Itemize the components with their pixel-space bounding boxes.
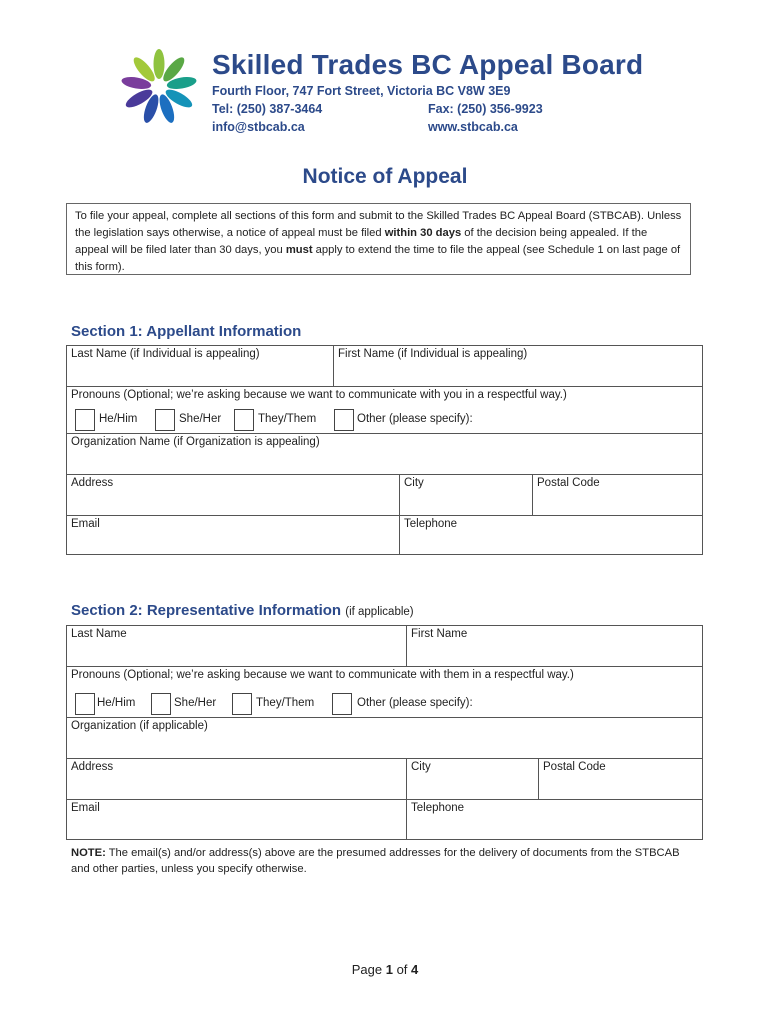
s1-last-name-label: Last Name (if Individual is appealing) <box>71 348 260 360</box>
s1-organization-label: Organization Name (if Organization is appealing) <box>71 436 320 448</box>
s1-postal-label: Postal Code <box>537 477 600 489</box>
s2-address-field[interactable] <box>66 758 407 800</box>
s1-checkbox-she-her[interactable] <box>155 409 175 431</box>
s2-checkbox-they-them[interactable] <box>232 693 252 715</box>
org-tel: Tel: (250) 387-3464 <box>212 102 323 116</box>
s1-telephone-field[interactable] <box>399 515 703 555</box>
s1-checkbox-he-him[interactable] <box>75 409 95 431</box>
s2-checkbox-he-him[interactable] <box>75 693 95 715</box>
s1-option-label: He/Him <box>99 413 138 425</box>
s2-telephone-field[interactable] <box>406 799 703 840</box>
note-text: The email(s) and/or address(s) above are the presumed addresses for the delivery of documents from the STBCAB and other parties, unless you specify otherwise. <box>71 847 680 875</box>
delivery-note <box>71 845 691 877</box>
org-fax: Fax: (250) 356-9923 <box>428 102 543 116</box>
page-title: Notice of Appeal <box>302 165 468 188</box>
s2-postal-field[interactable] <box>538 758 703 800</box>
s2-city-label: City <box>411 761 431 773</box>
s2-last-name-label: Last Name <box>71 628 127 640</box>
s2-telephone-label: Telephone <box>411 802 465 814</box>
org-address: Fourth Floor, 747 Fort Street, Victoria BC V8W 3E9 <box>212 84 511 98</box>
s2-checkbox-she-her[interactable] <box>151 693 171 715</box>
s2-address-label: Address <box>71 761 114 773</box>
org-name: Skilled Trades BC Appeal Board <box>212 49 644 80</box>
s1-organization-field[interactable] <box>66 433 703 475</box>
s1-option-label: Other (please specify): <box>357 413 473 425</box>
page-prefix: Page <box>351 962 386 977</box>
s1-city-label: City <box>404 477 424 489</box>
s2-pronouns-label: Pronouns (Optional; we’re asking because we want to communicate with them in a respectful way.) <box>71 669 574 681</box>
s2-organization-label: Organization (if applicable) <box>71 720 208 732</box>
s1-option-label: She/Her <box>179 413 222 425</box>
org-email[interactable]: info@stbcab.ca <box>212 120 305 134</box>
s1-checkbox-other[interactable] <box>334 409 354 431</box>
s2-option-label: Other (please specify): <box>357 697 473 709</box>
s1-address-label: Address <box>71 477 114 489</box>
page-number <box>0 962 770 977</box>
s1-address-field[interactable] <box>66 474 400 516</box>
s1-city-field[interactable] <box>399 474 533 516</box>
s2-email-label: Email <box>71 802 100 814</box>
page-current: 1 <box>385 962 393 977</box>
section2-title <box>71 602 414 619</box>
s2-option-label: She/Her <box>174 697 217 709</box>
s1-option-label: They/Them <box>258 413 317 425</box>
section2-subtitle: (if applicable) <box>345 606 414 618</box>
s2-checkbox-other[interactable] <box>332 693 352 715</box>
s2-option-label: He/Him <box>97 697 136 709</box>
intro-text: apply to extend the time to file the appeal (see Schedule 1 on last page of this form). <box>75 244 681 273</box>
page-total: 4 <box>411 962 419 977</box>
intro-text: of the decision being appealed. If the appeal will be filed later than 30 days, you <box>75 227 648 256</box>
s2-city-field[interactable] <box>406 758 539 800</box>
page-of: of <box>392 962 412 977</box>
logo-petal <box>154 49 165 79</box>
section2-title-text: Section 2: Representative Information <box>71 602 342 619</box>
s1-postal-field[interactable] <box>532 474 703 516</box>
stbcab-logo <box>118 42 200 132</box>
org-website[interactable]: www.stbcab.ca <box>428 120 518 134</box>
s2-email-field[interactable] <box>66 799 407 840</box>
s2-organization-field[interactable] <box>66 717 703 759</box>
intro-bold-deadline: within 30 days <box>384 227 462 239</box>
intro-box <box>66 203 691 275</box>
s1-checkbox-they-them[interactable] <box>234 409 254 431</box>
s1-pronouns-label: Pronouns (Optional; we’re asking because we want to communicate with you in a respectful way.) <box>71 389 567 401</box>
s1-first-name-field[interactable] <box>333 345 703 387</box>
s1-email-field[interactable] <box>66 515 400 555</box>
s2-last-name-field[interactable] <box>66 625 407 667</box>
s1-email-label: Email <box>71 518 100 530</box>
s1-first-name-label: First Name (if Individual is appealing) <box>338 348 528 360</box>
intro-text: To file your appeal, complete all sections of this form and submit to the Skilled Trades BC Appeal Board (STBCAB). Unless the legislation says otherwise, a notice of appeal must be filed <box>75 210 682 239</box>
note-label: NOTE: <box>71 847 106 859</box>
s2-postal-label: Postal Code <box>543 761 606 773</box>
section1-title: Section 1: Appellant Information <box>71 323 302 340</box>
s1-telephone-label: Telephone <box>404 518 458 530</box>
s1-last-name-field[interactable] <box>66 345 334 387</box>
s2-first-name-field[interactable] <box>406 625 703 667</box>
s2-option-label: They/Them <box>256 697 315 709</box>
s2-first-name-label: First Name <box>411 628 468 640</box>
intro-bold-must: must <box>285 244 313 256</box>
